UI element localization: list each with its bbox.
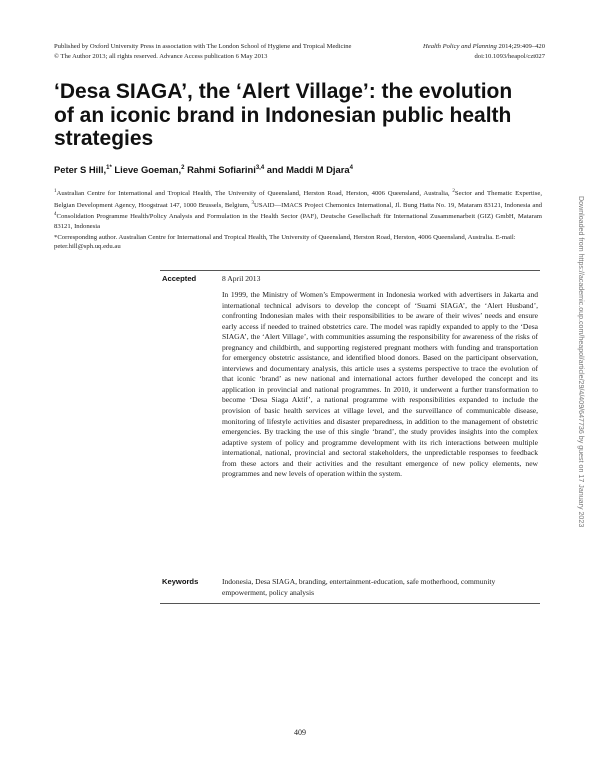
- author-2[interactable]: Lieve Goeman,$^2$: [114, 164, 185, 175]
- accepted-date: 8 April 2013: [222, 274, 261, 283]
- running-header-left: [54, 42, 394, 62]
- abstract-text: In 1999, the Ministry of Women’s Empowerment in Indonesia worked with advertisers in Jakarta and international technical advisors to develop the concept of ‘Suami SIAGA’, the ‘Alert Husband’, confronting Indonesian males with their responsibilities to be aware of their wives’ needs and ensure early access if needed to trained obstetrics care. The model was rapidly expanded to apply to the ‘Desa SIAGA’, the ‘Alert Village’, with communities assuming the responsibility for awareness of the risks of pregnancy and childbirth, and supporting registered pregnant mothers with funding and transportation for emergency obstetric assistance, and identified blood donors. Based on the participant observation, interviews and documentary analysis, this article uses a systems perspective to trace the evolution of that iconic ‘brand’ as new national and international actors further developed the concept and its application in provincial and national programmes. In 2010, it underwent a further transformation to become ‘Desa Siaga Aktif’, a national programme with responsibilities expanded to include the provision of basic health services at village level, and the surveillance of communicable disease, monitoring of lifestyle activities and disaster preparedness, in addition to the management of obstetric emergencies. By tracking the use of this single ‘brand’, the study provides insights into the complex adaptive system of policy and programme development with its rich interactions between multiple international, national, provincial and sectoral stakeholders, the unpredictable responses to feedback from these actors and their activities and the resultant emergence of new policy elements, new programmes and new levels of operation within the system.: [222, 290, 538, 479]
- journal-citation: [345, 42, 545, 52]
- download-watermark-text[interactable]: Downloaded from https://academic.oup.com/heapol/article/29/4/409/647736 by guest on 17 January 2023: [577, 196, 585, 528]
- author-3-marks: 3,4: [255, 164, 265, 171]
- affiliation-2: Sector and Thematic Expertise, Belgian Development Agency, Hoogstraat 147, 1000 Brussels, Belgium,: [54, 190, 543, 209]
- affiliations: $^1$Australian Centre for International and Tropical Health, The University of Queensland, Herston Road, Herston, 4006 Queensland, Australia, $^2$Sector and Thematic Expertise, Belgian Development Agency, Hoogstraat 147, 1000 Brussels, Belgium, $^3$USAID—IMACS Project Chemonics International, Jl. Bung Hatta No. 19, Mataram 83121, Indonesia and $^4$Consolidation Programme Health/Policy Analysis and Formulation in the Health Sector (PAF), Deutsche Gesellschaft für International Zusammenarbeit (GIZ) GmbH, Mataram 83121, Indonesia: [54, 189, 543, 230]
- page-number: 409: [294, 728, 306, 737]
- accepted-label: Accepted: [162, 274, 197, 283]
- doi: doi:10.1093/heapol/czt027: [474, 53, 545, 60]
- author-4[interactable]: Maddi M Djara$^4$: [286, 164, 353, 175]
- abstract-top-rule: [160, 270, 540, 271]
- copyright-line: © The Author 2013; all rights reserved. Advance Access publication 6 May 2013: [54, 53, 268, 60]
- affiliation-3: USAID—IMACS Project Chemonics International, Jl. Bung Hatta No. 19, Mataram 83121, Indonesia and: [254, 201, 543, 209]
- journal-volume: 2014;29:409–420: [496, 43, 545, 50]
- journal-name: Health Policy and Planning: [423, 43, 497, 50]
- author-2-marks: 2: [181, 164, 185, 171]
- keywords-label: Keywords: [162, 577, 199, 586]
- affiliation-4: Consolidation Programme Health/Policy Analysis and Formulation in the Health Sector (PAF), Deutsche Gesellschaft für International Zusammenarbeit (GIZ) GmbH, Mataram 83121, Indonesia: [54, 213, 542, 230]
- article-title: ‘Desa SIAGA’, the ‘Alert Village’: the evolution of an iconic brand in Indonesian public health strategies: [54, 80, 513, 150]
- author-3[interactable]: Rahmi Sofiarini$^{3,4}$: [187, 164, 265, 175]
- author-1[interactable]: Peter S Hill,$^{1*}$: [54, 164, 112, 175]
- affiliation-1: Australian Centre for International and Tropical Health, The University of Queensland, Herston Road, Herston, 4006 Queensland, Australia,: [56, 190, 450, 198]
- corresponding-author-note: *Corresponding author. Australian Centre for International and Tropical Health, The University of Queensland, Herston Road, Herston, 4006 Queensland, Australia. E-mail: peter.hill@sph.uq.edu.au: [54, 234, 516, 251]
- download-watermark: [577, 196, 591, 751]
- author-list: [54, 164, 534, 175]
- publisher-line: Published by Oxford University Press in association with The London School of Hygiene and Tropical Medicine: [54, 43, 352, 50]
- author-1-marks: 1*: [106, 164, 112, 171]
- author-joiner: and: [266, 164, 284, 175]
- author-4-marks: 4: [349, 164, 353, 171]
- abstract-bottom-rule: [160, 603, 540, 604]
- running-header-right: [345, 42, 545, 62]
- keywords-list: Indonesia, Desa SIAGA, branding, entertainment-education, safe motherhood, community empowerment, policy analysis: [222, 577, 496, 597]
